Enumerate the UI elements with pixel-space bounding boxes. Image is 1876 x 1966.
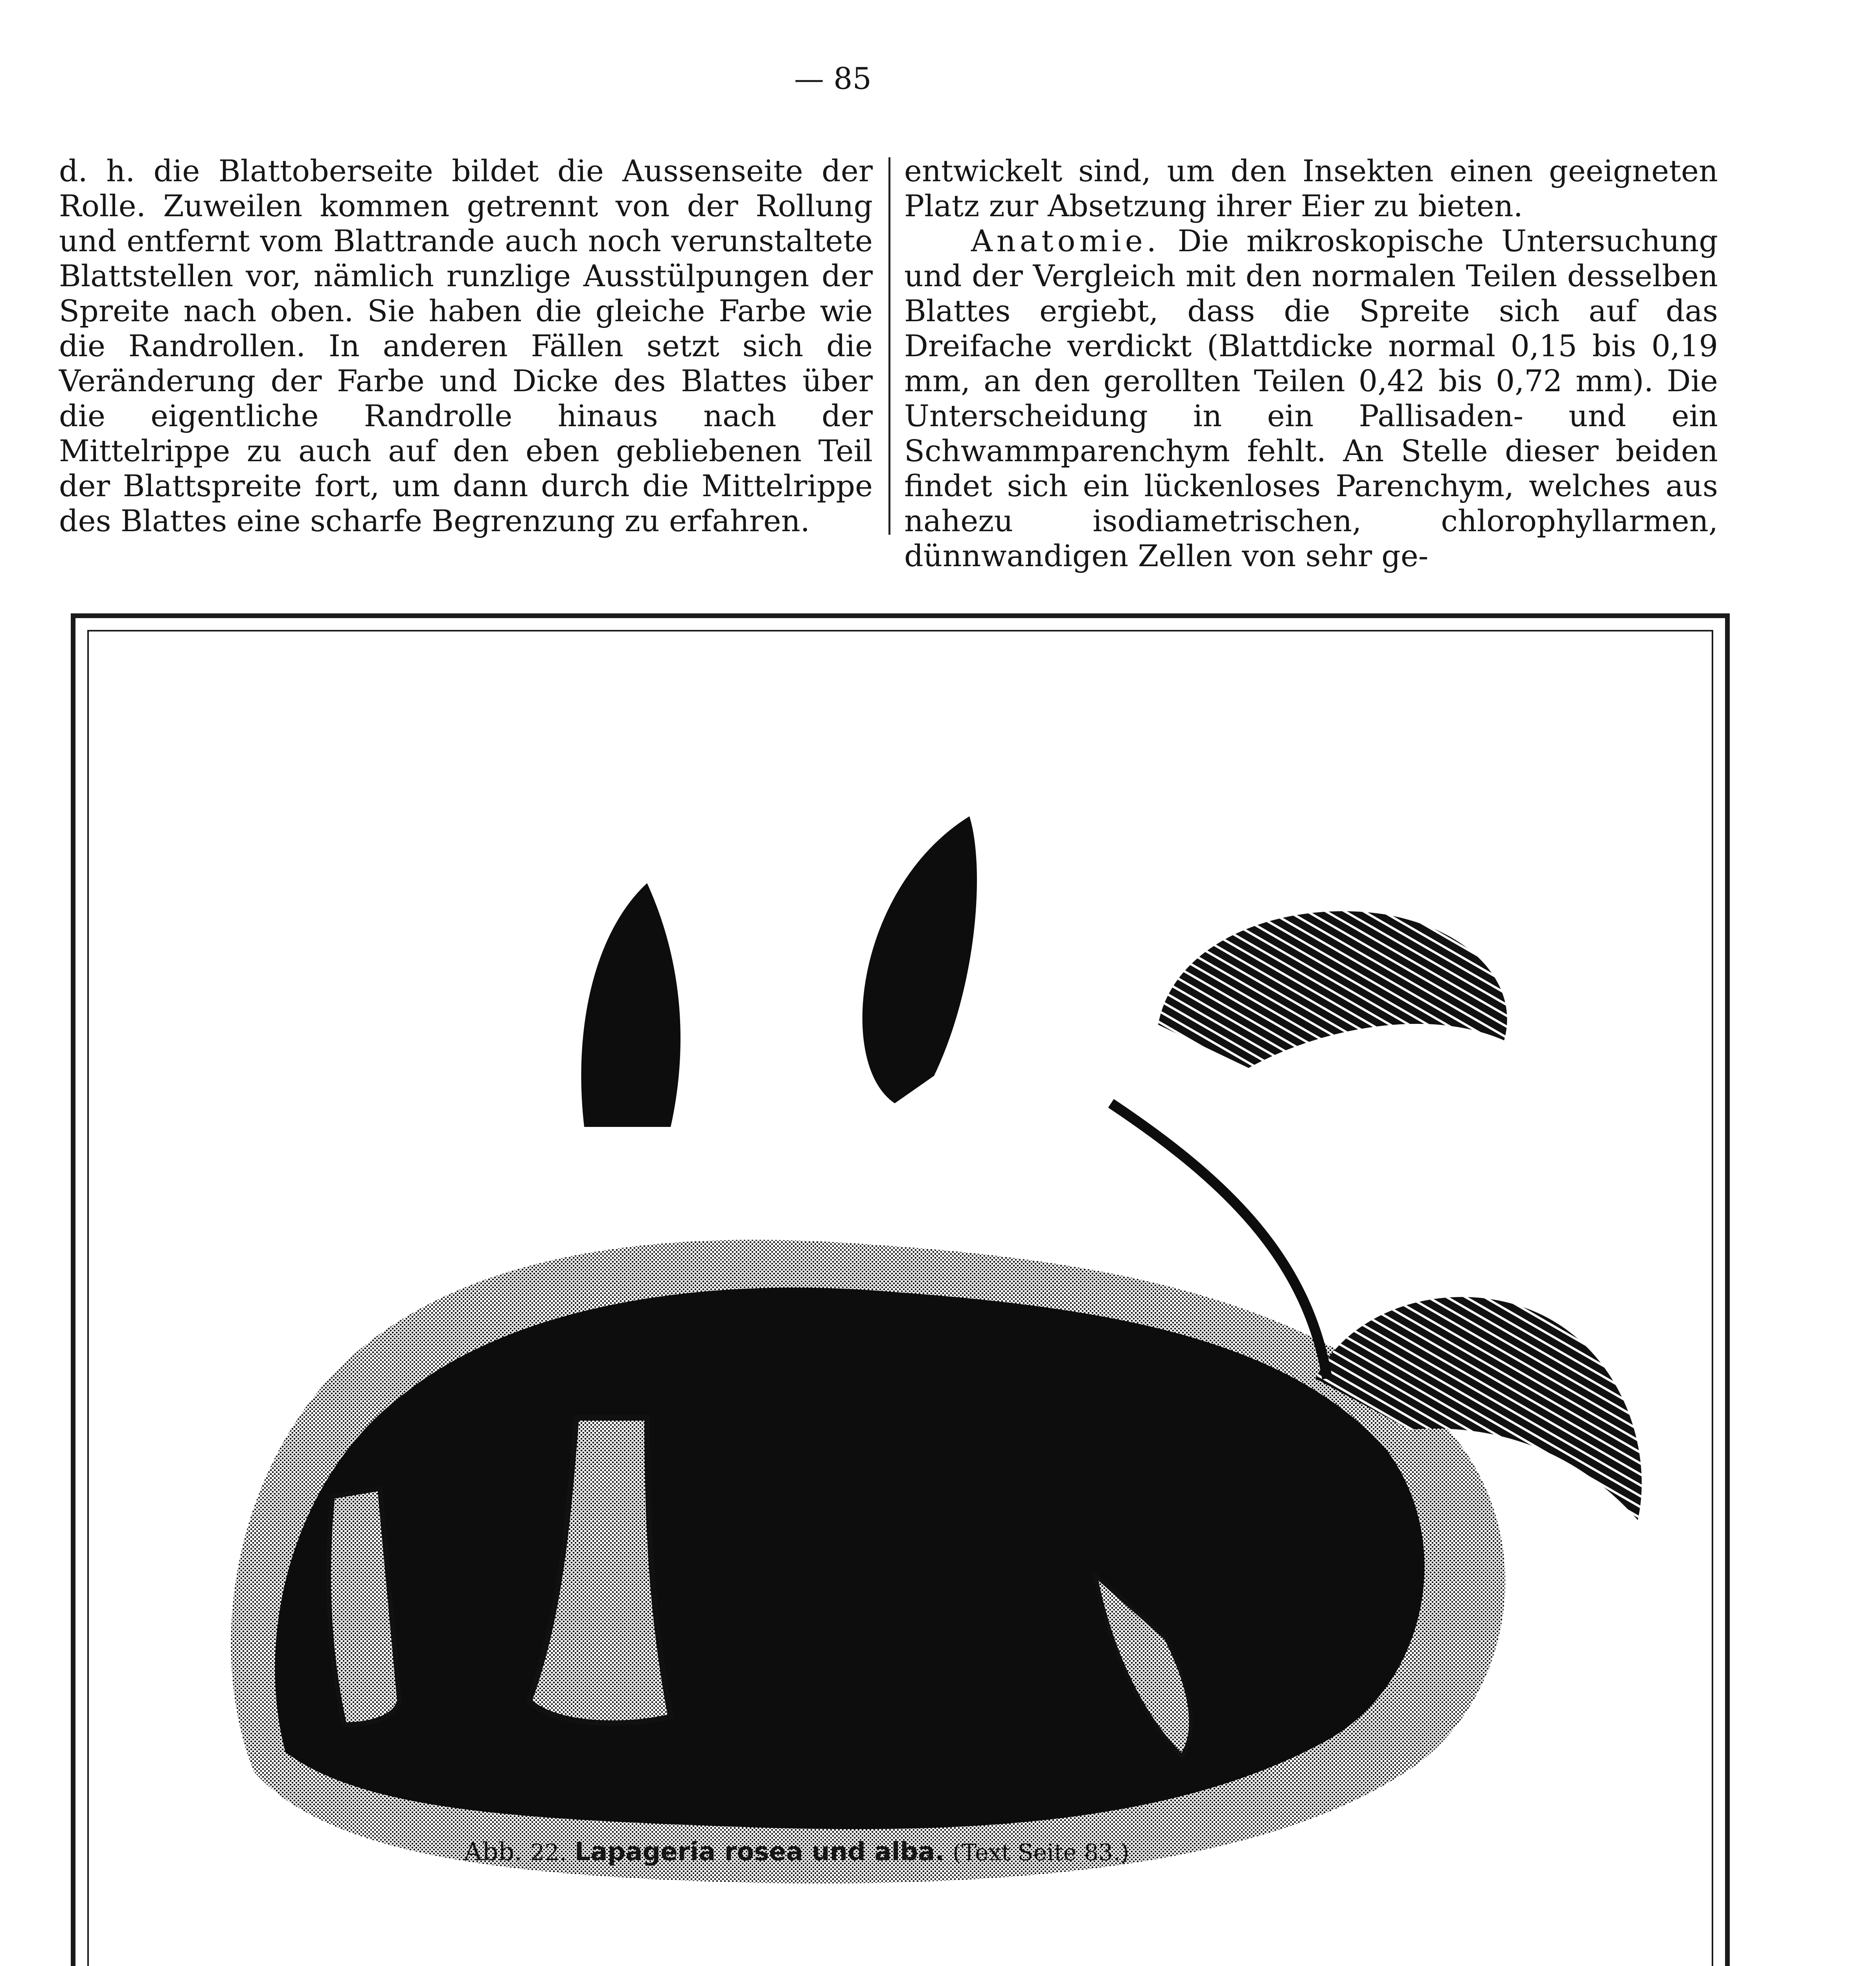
paragraph-text: Die mikroskopische Untersuchung und der Vergleich mit den normalen Teilen desselben Blattes ergiebt, dass die Spreite sich auf das Dreifache verdickt (Blattdicke normal 0,15 bis 0,19 mm, an den gerollten Teilen 0,42 bis 0,72 mm). Die Unterscheidung in ein Pallisaden- und ein Schwammparenchym fehlt. An Stelle dieser beiden findet sich ein lückenloses Parenchym, welches aus nahezu isodiametrischen, chlorophyllarmen, dünnwandigen Zellen von sehr ge- [904, 223, 1718, 573]
figure-frame [71, 613, 1730, 1966]
section-heading: Anatomie. [971, 223, 1160, 258]
paragraph-anatomie [904, 223, 1718, 573]
caption-reference: (Text Seite 83.) [953, 1839, 1129, 1866]
leaf-upright [863, 816, 977, 1103]
figure-inner-border [87, 630, 1713, 1966]
leaf-pointed [581, 883, 681, 1127]
caption-title: Lapageria rosea und alba. [574, 1837, 945, 1867]
leaf-right-upper [1158, 911, 1507, 1068]
plant-photograph [89, 631, 1716, 1966]
caption-number: 22. [530, 1839, 567, 1866]
caption-label: Abb. [464, 1837, 522, 1867]
paragraph: entwickelt sind, um den Insekten einen geeigneten Platz zur Absetzung ihrer Eier zu bieten. [904, 153, 1718, 223]
paragraph: d. h. die Blattoberseite bildet die Aussenseite der Rolle. Zuweilen kommen getrennt von der Rollung und entfernt vom Blattrande auch noch verunstaltete Blattstellen vor, nämlich runzlige Ausstülpungen der Spreite nach oben. Sie haben die gleiche Farbe wie die Randrollen. In anderen Fällen setzt sich die Veränderung der Farbe und Dicke des Blattes über die eigentliche Randrolle hinaus nach der Mittelrippe zu auch auf den eben gebliebenen Teil der Blattspreite fort, um dann durch die Mittelrippe des Blattes eine scharfe Begrenzung zu erfahren. [59, 153, 873, 538]
text-column-top-right [904, 153, 1718, 573]
text-column-top-left [59, 153, 873, 538]
column-divider [888, 157, 890, 535]
page-number: — 85 [794, 61, 872, 96]
figure-caption [464, 1836, 1447, 1868]
foliage-mass [275, 1288, 1424, 1829]
